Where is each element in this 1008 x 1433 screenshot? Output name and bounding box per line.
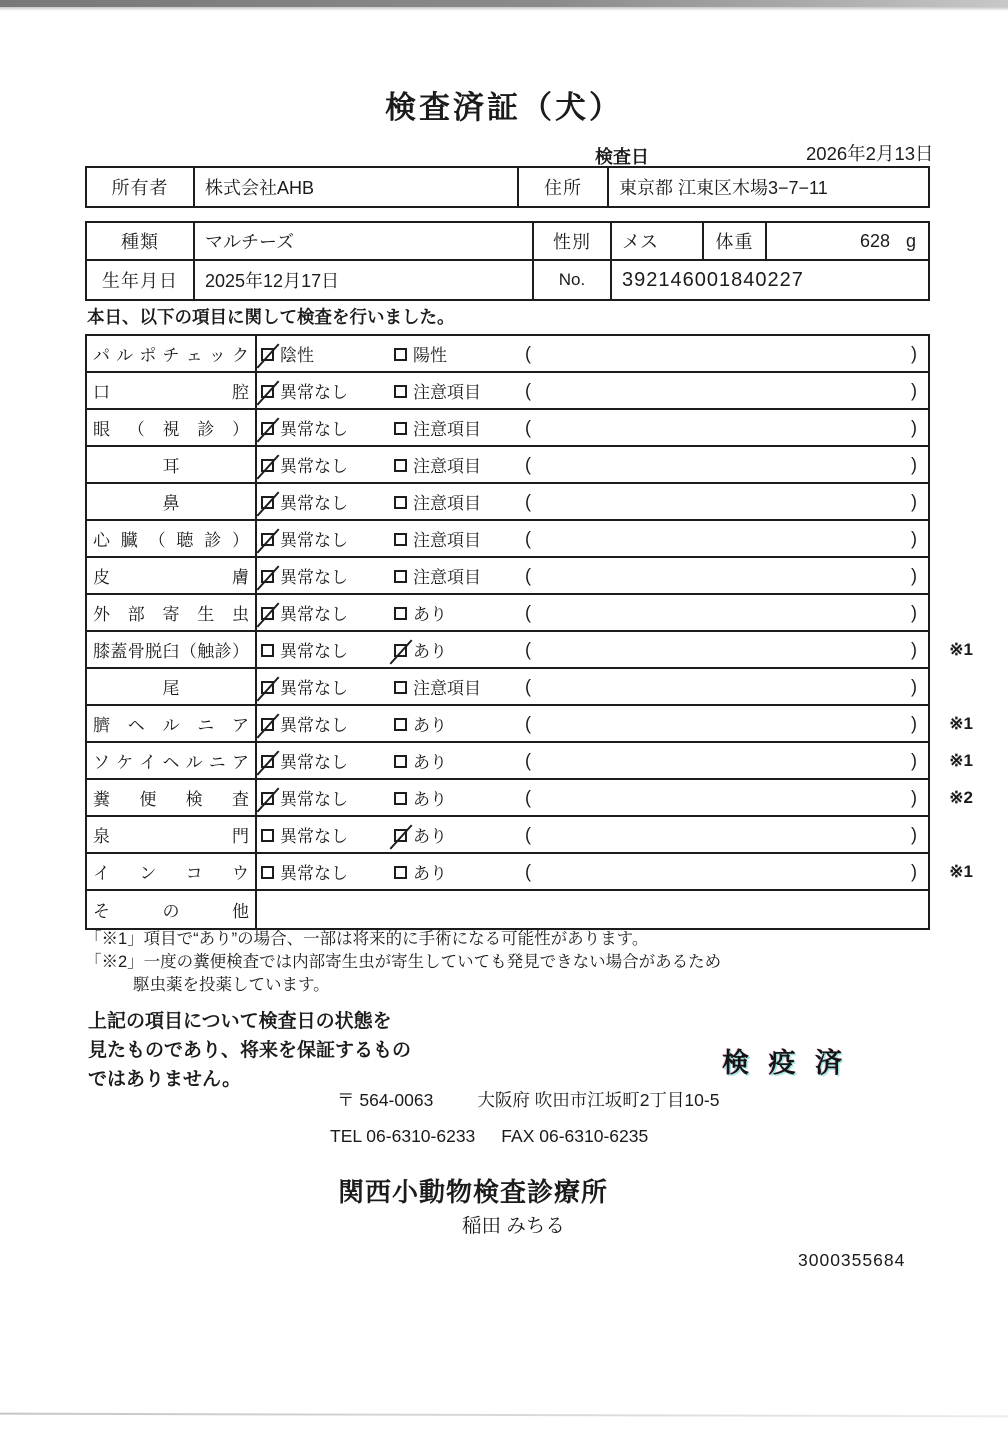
checkbox-unchecked-icon (261, 829, 274, 842)
checkbox-checked-icon (261, 385, 274, 398)
label-char: 査 (231, 790, 249, 809)
label-char: 虫 (232, 605, 249, 624)
label-char: 臍 (93, 716, 110, 735)
scan-artifact-top (0, 0, 1008, 7)
label-char: 便 (139, 790, 157, 809)
clinic-staff-name: 稲田 みちる (462, 1215, 565, 1237)
option-label: 注意項目 (413, 383, 481, 402)
result-paren-open: ( (525, 343, 531, 363)
label-char: 生 (197, 605, 215, 624)
owner-label: 所有者 (111, 178, 169, 198)
checklist-row-body (257, 447, 928, 482)
footnote-ref: ※1 (949, 861, 973, 881)
label-char: 部 (127, 605, 145, 624)
option-label: 異常なし (280, 383, 348, 402)
option-label: 異常なし (280, 642, 348, 661)
label-char: （ (179, 642, 197, 661)
checklist-row-body (257, 817, 928, 852)
option-label: あり (413, 605, 447, 624)
checklist-row-body (257, 595, 928, 630)
label-char: ェ (185, 346, 203, 365)
result-paren-close: ) (911, 491, 917, 511)
label-char: 寄 (162, 605, 180, 624)
label-char: 臓 (120, 531, 138, 550)
clinic-address: 大阪府 吹田市江坂町2丁目10-5 (477, 1090, 720, 1110)
label-char: 尾 (162, 679, 180, 698)
result-paren-close: ) (911, 639, 917, 659)
checkbox-unchecked-icon (394, 607, 407, 620)
option-o2 (394, 373, 481, 408)
label-char: 聴 (176, 531, 194, 550)
label-char: 口 (93, 383, 110, 402)
checklist-row (87, 780, 973, 817)
label-char: 脱 (145, 642, 163, 661)
checklist-row-body (257, 780, 928, 815)
label-char: 他 (232, 902, 249, 921)
clinic-name: 関西小動物検査診療所 (338, 1177, 609, 1207)
label-char: ク (231, 346, 249, 365)
page-title: 検査済証（犬） (385, 90, 623, 125)
checkbox-unchecked-icon (394, 718, 407, 731)
checkbox-checked-icon (261, 755, 274, 768)
option-o2 (394, 521, 481, 556)
label-char: 糞 (93, 790, 110, 809)
option-label: あり (413, 642, 447, 661)
label-char: 眼 (93, 420, 110, 439)
checklist-row (87, 669, 928, 706)
result-paren-close: ) (911, 750, 917, 770)
result-paren-open: ( (525, 491, 531, 511)
checklist-row-body (257, 743, 928, 778)
checklist-item-label (87, 410, 257, 445)
option-o1 (261, 410, 348, 445)
footnotes (85, 928, 721, 997)
checklist-item-label (87, 817, 257, 852)
label-char: ウ (231, 864, 249, 883)
footnote-2-continued: 駆虫薬を投薬しています。 (133, 976, 330, 994)
option-o2 (394, 410, 481, 445)
label-char: ソ (93, 753, 110, 772)
checklist-item-label (87, 373, 257, 408)
checklist-row-body (257, 706, 928, 741)
checklist-item-label (87, 780, 257, 815)
checklist-item-label (87, 632, 257, 667)
result-paren-close: ) (911, 676, 917, 696)
checklist-row (87, 558, 928, 595)
checkbox-checked-icon (261, 459, 274, 472)
checklist-row (87, 854, 973, 891)
footnote-2: 「※2」一度の糞便検査では内部寄生虫が寄生していても発見できない場合があるため (85, 953, 722, 971)
quarantine-stamp: 検 疫 済 (722, 1048, 849, 1078)
result-paren-open: ( (525, 528, 531, 548)
sex-value: メス (610, 223, 702, 259)
option-label: 異常なし (280, 753, 348, 772)
option-label: 異常なし (280, 494, 348, 513)
option-label: 注意項目 (413, 457, 481, 476)
footnote-ref: ※1 (949, 750, 973, 770)
checklist-item-label (87, 558, 257, 593)
option-o2 (394, 632, 447, 667)
label-char: 診 (214, 642, 232, 661)
checklist-row (87, 706, 973, 743)
option-label: あり (413, 790, 447, 809)
checklist-row (87, 595, 928, 632)
checklist-table (85, 334, 973, 930)
result-paren-close: ) (911, 861, 917, 881)
checkbox-checked-icon (261, 496, 274, 509)
option-o1 (261, 447, 348, 482)
option-o1 (261, 484, 348, 519)
label-char: ッ (208, 346, 226, 365)
label-char: ル (185, 753, 203, 772)
label-char: ケ (116, 753, 134, 772)
weight-number: 628 (859, 230, 890, 251)
label-char: 診 (204, 531, 222, 550)
footnote-ref: ※1 (949, 639, 973, 659)
checkbox-unchecked-icon (394, 866, 407, 879)
disclaimer-line-3: ではありません。 (88, 1069, 242, 1090)
disclaimer-line-1: 上記の項目について検査日の状態を (88, 1011, 392, 1032)
clinic-postal-code: 〒 564-0063 (337, 1090, 434, 1110)
result-paren-close: ) (911, 565, 917, 585)
label-char: 臼 (162, 642, 180, 661)
option-label: 異常なし (280, 790, 348, 809)
no-label: No. (532, 261, 610, 299)
label-char: 皮 (93, 568, 110, 587)
option-label: 異常なし (280, 864, 348, 883)
label-char: 外 (93, 605, 110, 624)
checklist-row-body (257, 521, 928, 556)
label-char: そ (93, 902, 110, 921)
option-o2 (394, 854, 447, 889)
label-char: 骨 (127, 642, 145, 661)
address-value: 東京都 江東区木場3−7−11 (607, 168, 928, 206)
label-char: ア (231, 753, 249, 772)
label-char: 膚 (232, 568, 249, 587)
option-label: 異常なし (280, 568, 348, 587)
option-label: あり (413, 753, 447, 772)
result-paren-close: ) (911, 417, 917, 437)
label-char: 検 (185, 790, 203, 809)
option-o1 (261, 706, 348, 741)
label-char: パ (93, 346, 110, 365)
checkbox-checked-icon (261, 792, 274, 805)
option-o1 (261, 632, 348, 667)
checklist-item-label (87, 595, 257, 630)
weight-unit: g (905, 230, 916, 251)
clinic-postal-line (337, 1087, 719, 1112)
label-char: 耳 (162, 457, 180, 476)
result-paren-close: ) (911, 343, 917, 363)
label-char: チ (162, 346, 180, 365)
label-char: 門 (232, 827, 249, 846)
checklist-row (87, 484, 928, 521)
result-paren-open: ( (525, 824, 531, 844)
checklist-row (87, 817, 928, 854)
label-char: ニ (208, 753, 226, 772)
checkbox-checked-icon (394, 644, 407, 657)
result-paren-open: ( (525, 417, 531, 437)
result-paren-open: ( (525, 861, 531, 881)
option-o1 (261, 595, 348, 630)
option-o1 (261, 373, 348, 408)
no-value: 392146001840227 (610, 261, 928, 299)
label-char: 腔 (232, 383, 249, 402)
option-label: 注意項目 (413, 420, 481, 439)
result-paren-open: ( (525, 639, 531, 659)
footnote-ref: ※2 (949, 787, 973, 807)
label-char: の (162, 902, 180, 921)
checkbox-unchecked-icon (394, 459, 407, 472)
checklist-row (87, 632, 973, 669)
checkbox-checked-icon (261, 422, 274, 435)
result-paren-open: ( (525, 565, 531, 585)
option-o1 (261, 336, 314, 371)
exam-date-label: 検査日 (595, 147, 649, 167)
result-paren-close: ) (911, 454, 917, 474)
label-char: ン (139, 864, 157, 883)
label-char: コ (185, 864, 203, 883)
result-paren-open: ( (525, 713, 531, 733)
breed-label: 種類 (121, 232, 159, 252)
label-char: ヘ (162, 753, 180, 772)
result-paren-close: ) (911, 824, 917, 844)
checklist-row (87, 521, 928, 558)
result-paren-close: ) (911, 380, 917, 400)
result-paren-open: ( (525, 380, 531, 400)
checklist-item-label (87, 854, 257, 889)
option-label: 注意項目 (413, 568, 481, 587)
option-o1 (261, 817, 348, 852)
label-char: イ (139, 753, 157, 772)
checklist-row-body (257, 669, 928, 704)
result-paren-open: ( (525, 602, 531, 622)
label-char: （ (127, 420, 145, 439)
result-paren-open: ( (525, 454, 531, 474)
checklist-item-label (87, 891, 257, 928)
option-o2 (394, 706, 447, 741)
label-char: 鼻 (162, 494, 180, 513)
label-char: （ (148, 531, 166, 550)
result-paren-open: ( (525, 676, 531, 696)
option-label: 異常なし (280, 605, 348, 624)
label-char: 診 (197, 420, 215, 439)
option-label: 陽性 (413, 346, 447, 365)
option-label: 注意項目 (413, 494, 481, 513)
result-paren-open: ( (525, 750, 531, 770)
label-char: 蓋 (110, 642, 128, 661)
checklist-row (87, 336, 928, 373)
option-o2 (394, 595, 447, 630)
disclaimer-line-2: 見たものであり、将来を保証するもの (88, 1040, 412, 1061)
checklist-item-label (87, 484, 257, 519)
option-o1 (261, 854, 348, 889)
disclaimer (88, 1007, 411, 1094)
birth-value: 2025年12月17日 (193, 261, 532, 299)
option-o2 (394, 558, 481, 593)
option-o2 (394, 817, 447, 852)
footnote-ref: ※1 (949, 713, 973, 733)
label-char: ヘ (127, 716, 145, 735)
label-char: ル (116, 346, 134, 365)
checklist-row-body (257, 558, 928, 593)
checklist-row-body (257, 336, 928, 371)
option-label: あり (413, 827, 447, 846)
option-o2 (394, 669, 481, 704)
checkbox-checked-icon (261, 570, 274, 583)
address-label: 住所 (517, 168, 607, 206)
option-o1 (261, 558, 348, 593)
checklist-item-label (87, 669, 257, 704)
label-char: ア (232, 716, 249, 735)
pet-table (85, 221, 930, 301)
option-label: 異常なし (280, 457, 348, 476)
checkbox-checked-icon (394, 829, 407, 842)
option-label: 注意項目 (413, 679, 481, 698)
checklist-row (87, 373, 928, 410)
option-o2 (394, 780, 447, 815)
checkbox-unchecked-icon (394, 681, 407, 694)
weight-label: 体重 (702, 223, 765, 259)
clinic-tel-line (330, 1126, 648, 1147)
option-label: 異常なし (280, 716, 348, 735)
checkbox-unchecked-icon (394, 422, 407, 435)
checkbox-unchecked-icon (394, 792, 407, 805)
result-paren-close: ) (911, 528, 917, 548)
option-o1 (261, 669, 348, 704)
label-char: ） (232, 642, 249, 661)
label-char: 膝 (93, 642, 110, 661)
checklist-item-label (87, 521, 257, 556)
intro-text: 本日、以下の項目に関して検査を行いました。 (87, 307, 455, 327)
checklist-item-label (87, 706, 257, 741)
weight-value (765, 223, 928, 259)
option-o1 (261, 780, 348, 815)
checklist-item-label (87, 447, 257, 482)
checklist-row-body (257, 484, 928, 519)
checklist-item-label (87, 743, 257, 778)
checklist-item-label (87, 336, 257, 371)
exam-date-value: 2026年2月13日 (806, 143, 934, 164)
checklist-row-body (257, 891, 928, 928)
result-paren-close: ) (911, 713, 917, 733)
checklist-row (87, 410, 928, 447)
footnote-1: 「※1」項目で“あり”の場合、一部は将来的に手術になる可能性があります。 (85, 930, 649, 948)
clinic-fax: FAX 06-6310-6235 (501, 1126, 649, 1146)
label-char: ニ (197, 716, 215, 735)
option-label: 異常なし (280, 531, 348, 550)
checkbox-unchecked-icon (394, 533, 407, 546)
serial-number: 3000355684 (798, 1250, 906, 1270)
label-char: 泉 (93, 827, 110, 846)
checkbox-unchecked-icon (261, 866, 274, 879)
result-paren-open: ( (525, 787, 531, 807)
label-char: 触 (197, 642, 215, 661)
option-o2 (394, 743, 447, 778)
option-o2 (394, 484, 481, 519)
option-o2 (394, 447, 481, 482)
result-paren-close: ) (911, 602, 917, 622)
checkbox-unchecked-icon (394, 496, 407, 509)
birth-label: 生年月日 (102, 271, 178, 291)
checklist-row (87, 447, 928, 484)
sex-label: 性別 (532, 223, 610, 259)
option-label: 異常なし (280, 827, 348, 846)
checkbox-unchecked-icon (394, 385, 407, 398)
option-label: 異常なし (280, 679, 348, 698)
option-label: 注意項目 (413, 531, 481, 550)
checklist-row-body (257, 373, 928, 408)
scan-artifact-bottom (0, 1413, 1008, 1418)
checklist-row (87, 743, 973, 780)
checkbox-unchecked-icon (394, 755, 407, 768)
checkbox-unchecked-icon (394, 570, 407, 583)
result-paren-close: ) (911, 787, 917, 807)
checkbox-checked-icon (261, 533, 274, 546)
checkbox-checked-icon (261, 718, 274, 731)
option-o2 (394, 336, 447, 371)
option-label: あり (413, 716, 447, 735)
label-char: 視 (162, 420, 180, 439)
checkbox-checked-icon (261, 607, 274, 620)
option-label: 陰性 (280, 346, 314, 365)
option-o1 (261, 521, 348, 556)
clinic-tel: TEL 06-6310-6233 (330, 1126, 476, 1146)
label-char: ポ (139, 346, 157, 365)
breed-value: マルチーズ (193, 223, 532, 259)
checkbox-unchecked-icon (261, 644, 274, 657)
checklist-row (87, 891, 928, 928)
checklist-row-body (257, 632, 928, 667)
option-label: 異常なし (280, 420, 348, 439)
checkbox-checked-icon (261, 681, 274, 694)
checkbox-unchecked-icon (394, 348, 407, 361)
owner-value: 株式会社AHB (193, 168, 517, 206)
checklist-row-body (257, 410, 928, 445)
option-label: あり (413, 864, 447, 883)
checkbox-checked-icon (261, 348, 274, 361)
label-char: ） (232, 420, 249, 439)
label-char: 心 (93, 531, 110, 550)
label-char: イ (93, 864, 110, 883)
checklist-row-body (257, 854, 928, 889)
label-char: ル (162, 716, 180, 735)
owner-table (85, 166, 930, 208)
label-char: ） (231, 531, 249, 550)
option-o1 (261, 743, 348, 778)
